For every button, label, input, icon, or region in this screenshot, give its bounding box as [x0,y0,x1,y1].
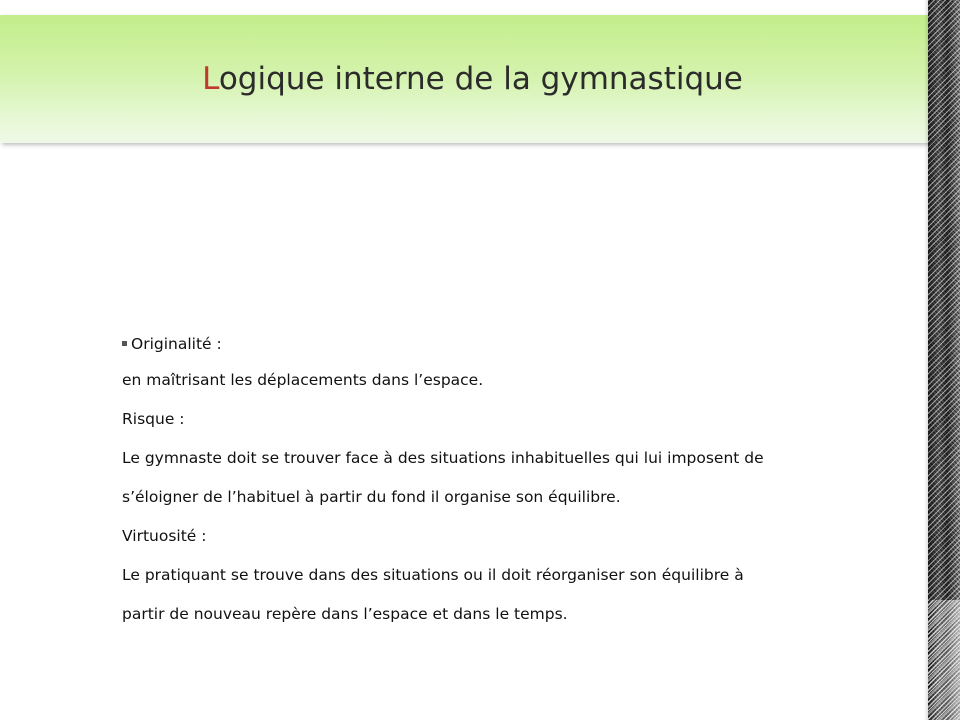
slide-title [0,61,945,97]
body-line: partir de nouveau repère dans l’espace et dans le temps. [122,605,568,623]
slide-body [122,331,882,640]
body-line: Le pratiquant se trouve dans des situations ou il doit réorganiser son équilibre à [122,566,744,584]
top-strip [0,0,930,15]
decorative-edge-highlight [928,600,960,720]
body-line-text: Originalité : [131,335,222,353]
title-initial-letter: L [202,61,219,97]
body-line-originalite [122,331,882,367]
body-line-risque: Risque : [122,410,185,428]
body-line: s’éloigner de l’habituel à partir du fond il organise son équilibre. [122,488,621,506]
title-banner [0,15,945,143]
body-line: Le gymnaste doit se trouver face à des situations inhabituelles qui lui imposent de [122,449,764,467]
square-bullet-icon [122,341,127,346]
title-text: ogique interne de la gymnastique [218,61,743,97]
body-line-virtuosite: Virtuosité : [122,527,207,545]
body-line: en maîtrisant les déplacements dans l’espace. [122,371,484,389]
